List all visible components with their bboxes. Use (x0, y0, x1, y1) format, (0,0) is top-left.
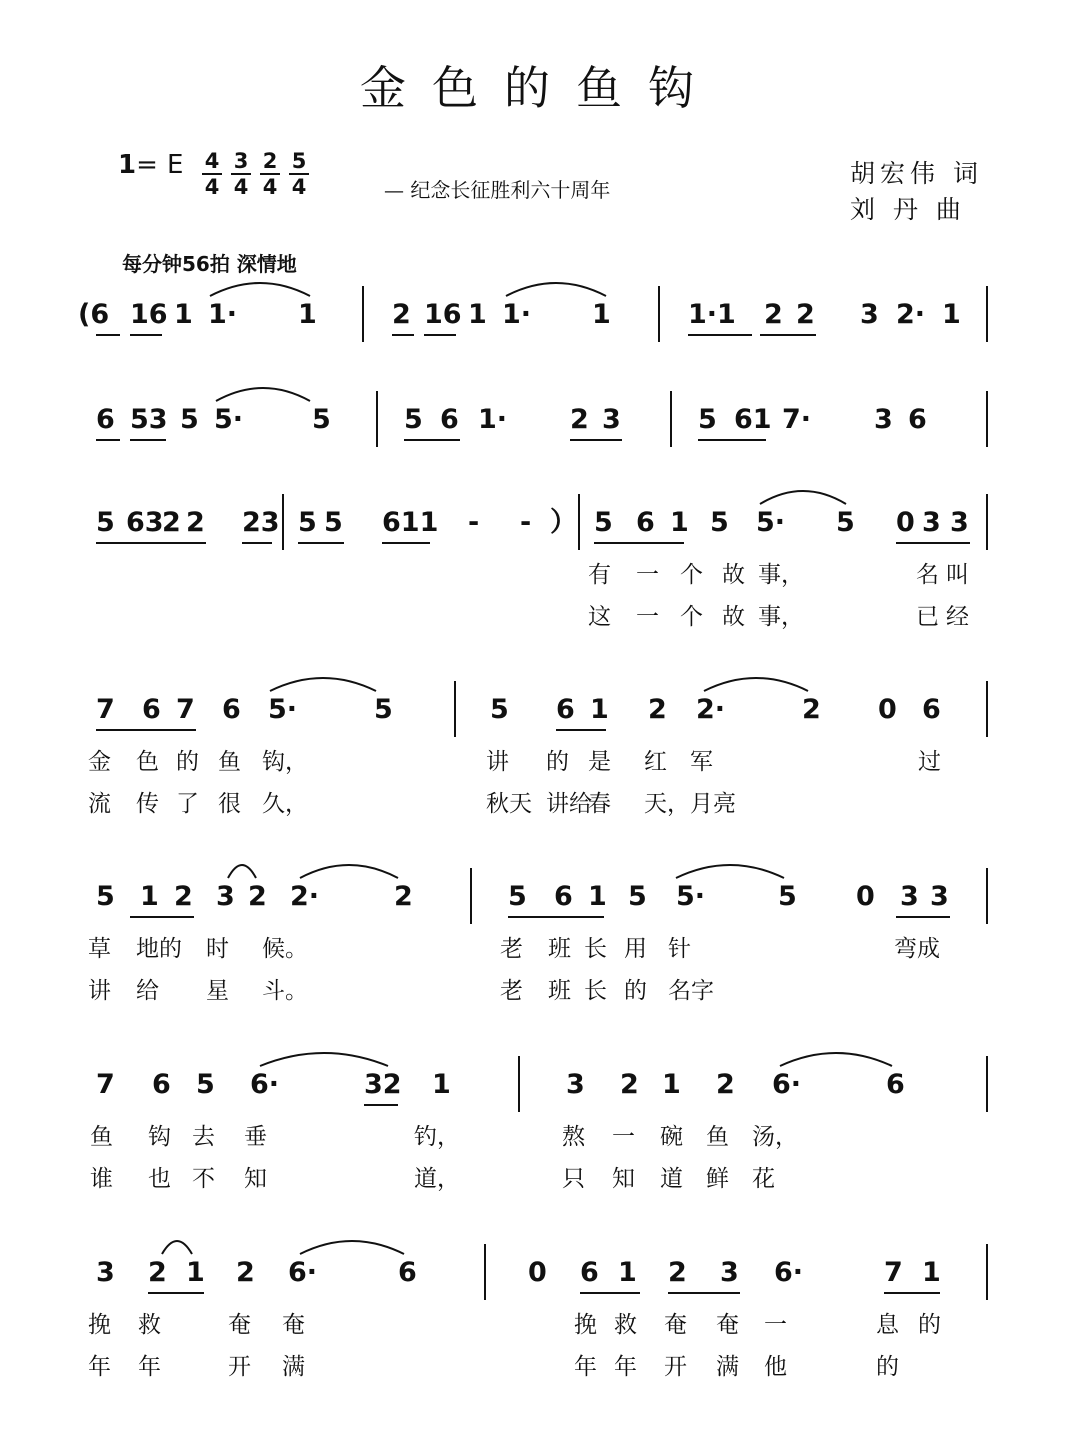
lyric-verse-2: 也 (148, 1166, 171, 1192)
lyric-verse-1: 汤， (752, 1124, 798, 1150)
note: 1 (670, 507, 689, 538)
lyric-verse-2: 个 (680, 604, 703, 630)
lyric-verse-1: 红 (644, 749, 667, 775)
note: 5 (404, 404, 423, 435)
note: 3 (874, 404, 893, 435)
lyric-verse-1: 奄 (282, 1312, 305, 1338)
lyric-verse-2: 花 (752, 1166, 775, 1192)
lyric-verse-2: 给 (136, 978, 159, 1004)
slur (162, 1241, 192, 1254)
lyric-verse-1: 熬 (562, 1124, 585, 1150)
note: 3 (216, 881, 235, 912)
lyric-verse-2: 知 (612, 1166, 635, 1192)
lyric-verse-1: 挽 (574, 1312, 597, 1338)
lyric-verse-1: 挽 (88, 1312, 111, 1338)
note: 2 (162, 507, 181, 538)
lyric-verse-1: 弯成 (894, 936, 940, 962)
note: 5 (508, 881, 527, 912)
slur (704, 678, 808, 691)
note: 2 (174, 881, 193, 912)
note: 5· (268, 694, 298, 725)
lyric-verse-2: 斗。 (262, 978, 308, 1004)
note: 6 (886, 1069, 905, 1100)
lyric-verse-2: 名字 (668, 978, 714, 1004)
lyric-verse-2: 不 (192, 1166, 215, 1192)
lyric-verse-2: 满 (282, 1354, 305, 1380)
lyric-verse-1: 草 (88, 936, 111, 962)
lyric-verse-1: 个 (680, 562, 703, 588)
slur (760, 491, 846, 504)
lyric-verse-2: 流 (88, 791, 111, 817)
note: 5 (324, 507, 343, 538)
note: 2 (716, 1069, 735, 1100)
lyric-verse-2: 事， (758, 604, 804, 630)
note: 5 (196, 1069, 215, 1100)
lyric-verse-1: 的 (546, 749, 569, 775)
lyric-verse-1: 一 (764, 1312, 787, 1338)
note: 2 (248, 881, 267, 912)
slur-layer (0, 1070, 1080, 1110)
lyric-verse-2: 的 (624, 978, 647, 1004)
note: 5· (756, 507, 786, 538)
lyric-verse-2: 鲜 (706, 1166, 729, 1192)
note: 5 (628, 881, 647, 912)
key-signature (118, 150, 183, 180)
lyric-verse-1: 候。 (262, 936, 308, 962)
note: 2 (796, 299, 815, 330)
note: 1 (618, 1257, 637, 1288)
note: 1·1 (688, 299, 736, 330)
lyric-verse-1: 长 (584, 936, 607, 962)
note: 5 (698, 404, 717, 435)
note: 1 (942, 299, 961, 330)
note: 6 (580, 1257, 599, 1288)
lyric-verse-1: 救 (138, 1312, 161, 1338)
note: 2 (764, 299, 783, 330)
lyric-verse-2: 班 (548, 978, 571, 1004)
key-equals: = (136, 150, 158, 180)
note: 1 (186, 1257, 205, 1288)
note: 5· (214, 404, 244, 435)
lyric-verse-2: 老 (500, 978, 523, 1004)
note: 3 (950, 507, 969, 538)
lyric-verse-1: 针 (668, 936, 691, 962)
lyric-verse-2: 久， (262, 791, 308, 817)
note: 2 (186, 507, 205, 538)
lyric-verse-1: 是 (588, 749, 611, 775)
slur (780, 1053, 892, 1066)
note: 7 (176, 694, 195, 725)
lyric-verse-1: 讲 (486, 749, 509, 775)
note: 5 (490, 694, 509, 725)
slur (270, 678, 376, 691)
meter-den: 4 (262, 175, 278, 199)
note: 1 (174, 299, 193, 330)
slur-layer (0, 1258, 1080, 1298)
note: 2· (290, 881, 320, 912)
lyric-verse-2: 了 (176, 791, 199, 817)
lyric-verse-1: 鱼 (706, 1124, 729, 1150)
lyric-verse-1: 时 (206, 936, 229, 962)
lyric-verse-1: 叫 (946, 562, 969, 588)
lyric-verse-1: 鱼 (218, 749, 241, 775)
note: 1 (922, 1257, 941, 1288)
lyric-verse-2: 开 (664, 1354, 687, 1380)
note: 5 (778, 881, 797, 912)
lyric-verse-2: 故 (722, 604, 745, 630)
lyric-verse-1: 奄 (716, 1312, 739, 1338)
lyric-verse-2: 道 (660, 1166, 683, 1192)
lyric-verse-2: 年 (614, 1354, 637, 1380)
note: 1 (592, 299, 611, 330)
lyric-verse-2: 月亮 (690, 791, 736, 817)
lyric-verse-2: 开 (228, 1354, 251, 1380)
note: 2 (394, 881, 413, 912)
note: 6 (96, 404, 115, 435)
lyric-verse-2: 秋天 (486, 791, 532, 817)
note: 6 (398, 1257, 417, 1288)
lyric-verse-1: 息 (876, 1312, 899, 1338)
lyric-verse-2: 很 (218, 791, 241, 817)
note: 1 (662, 1069, 681, 1100)
lyric-verse-1: 奄 (228, 1312, 251, 1338)
slur (300, 1241, 404, 1254)
slur (300, 865, 398, 878)
note: 6· (774, 1257, 804, 1288)
note: 3 (930, 881, 949, 912)
slur (228, 865, 256, 878)
lyric-verse-2: 传 (136, 791, 159, 817)
slur (260, 1053, 388, 1066)
key-number: 1 (118, 150, 137, 180)
note: 5 (312, 404, 331, 435)
note: 3 (566, 1069, 585, 1100)
lyric-verse-1: 有 (588, 562, 611, 588)
note: 63 (126, 507, 164, 538)
note: 5 (374, 694, 393, 725)
meter-num: 2 (262, 149, 278, 173)
lyric-verse-2: 知 (244, 1166, 267, 1192)
slur (506, 283, 606, 296)
note: 0 (856, 881, 875, 912)
note: 6· (250, 1069, 280, 1100)
slur-layer (0, 405, 1080, 445)
lyric-verse-2: 一 (636, 604, 659, 630)
lyric-verse-1: 用 (624, 936, 647, 962)
note: 1 (468, 299, 487, 330)
note: 5 (298, 507, 317, 538)
note: 7 (96, 1069, 115, 1100)
note: 16 (130, 299, 168, 330)
meter-num: 4 (204, 149, 220, 173)
meter-den: 4 (233, 175, 249, 199)
note: 7 (96, 694, 115, 725)
lyric-verse-1: 去 (192, 1124, 215, 1150)
note: 7· (782, 404, 812, 435)
note: 1· (478, 404, 508, 435)
note: 6 (556, 694, 575, 725)
note: - (520, 507, 532, 538)
lyric-verse-2: 讲给 (546, 791, 592, 817)
lyric-verse-2: 长 (584, 978, 607, 1004)
lyric-verse-2: 已 (916, 604, 939, 630)
lyric-verse-2: 的 (876, 1354, 899, 1380)
note: 32 (364, 1069, 402, 1100)
meter-1 (202, 150, 222, 198)
note: 6 (142, 694, 161, 725)
lyric-verse-2: 这 (588, 604, 611, 630)
lyric-verse-2: 年 (138, 1354, 161, 1380)
meter-4 (289, 150, 309, 198)
lyric-verse-1: 钩 (148, 1124, 171, 1150)
lyric-verse-1: 班 (548, 936, 571, 962)
note: 2 (802, 694, 821, 725)
time-signatures (202, 150, 309, 198)
note: 2 (148, 1257, 167, 1288)
lyric-verse-1: 色 (136, 749, 159, 775)
lyric-verse-1: 金 (88, 749, 111, 775)
meter-num: 5 (291, 149, 307, 173)
lyric-verse-2: 满 (716, 1354, 739, 1380)
lyric-verse-1: 鱼 (90, 1124, 113, 1150)
note: 5 (594, 507, 613, 538)
lyric-verse-2: 道， (414, 1166, 460, 1192)
note: 6 (440, 404, 459, 435)
lyricist-credit: 胡宏伟 词 (850, 159, 983, 188)
lyric-verse-1: 救 (614, 1312, 637, 1338)
note: 5· (676, 881, 706, 912)
note: 5 (836, 507, 855, 538)
note: 2 (620, 1069, 639, 1100)
slur-layer (0, 300, 1080, 340)
lyric-verse-2: 他 (764, 1354, 787, 1380)
slur (676, 865, 784, 878)
note: 7 (884, 1257, 903, 1288)
note: 3 (860, 299, 879, 330)
meter-2 (231, 150, 251, 198)
note: 1· (208, 299, 238, 330)
lyric-verse-1: 军 (690, 749, 713, 775)
note: 6 (636, 507, 655, 538)
song-title: 金色的鱼钩 (360, 61, 720, 115)
lyric-verse-1: 奄 (664, 1312, 687, 1338)
note: 5 (180, 404, 199, 435)
meter-3 (260, 150, 280, 198)
tempo-marking: 每分钟56拍 深情地 (122, 252, 297, 276)
lyric-verse-2: 谁 (90, 1166, 113, 1192)
lyric-verse-2: 星 (206, 978, 229, 1004)
meter-num: 3 (233, 149, 249, 173)
note: 6· (288, 1257, 318, 1288)
note: 6 (922, 694, 941, 725)
note: 6 (152, 1069, 171, 1100)
key-tone: E (166, 150, 184, 180)
note: 3 (720, 1257, 739, 1288)
lyric-verse-1: 老 (500, 936, 523, 962)
note: 1 (432, 1069, 451, 1100)
subtitle: — 纪念长征胜利六十周年 (384, 178, 611, 202)
note: 5 (710, 507, 729, 538)
lyric-verse-2: 讲 (88, 978, 111, 1004)
note: 1 (298, 299, 317, 330)
note: 2· (896, 299, 926, 330)
lyric-verse-1: 垂 (244, 1124, 267, 1150)
note: ） (550, 507, 577, 538)
note: 0 (896, 507, 915, 538)
meter-den: 4 (291, 175, 307, 199)
lyric-verse-1: 一 (612, 1124, 635, 1150)
lyric-verse-1: 事， (758, 562, 804, 588)
lyric-verse-1: 过 (918, 749, 941, 775)
lyric-verse-2: 年 (574, 1354, 597, 1380)
note: 0 (878, 694, 897, 725)
note: 6 (222, 694, 241, 725)
note: 6 (554, 881, 573, 912)
note: 53 (130, 404, 168, 435)
lyric-verse-1: 故 (722, 562, 745, 588)
note: 1 (590, 694, 609, 725)
note: 611 (382, 507, 439, 538)
note: 2 (648, 694, 667, 725)
note: 6· (772, 1069, 802, 1100)
lyric-verse-1: 钩， (262, 749, 308, 775)
lyric-verse-2: 年 (88, 1354, 111, 1380)
note: 1 (140, 881, 159, 912)
note: 2 (668, 1257, 687, 1288)
note: 3 (602, 404, 621, 435)
meter-den: 4 (204, 175, 220, 199)
lyric-verse-2: 天， (644, 791, 690, 817)
note: 6 (908, 404, 927, 435)
note: 2 (236, 1257, 255, 1288)
note: 16 (424, 299, 462, 330)
note: (6 (78, 299, 110, 330)
slur-layer (0, 882, 1080, 922)
note: - (468, 507, 480, 538)
lyric-verse-1: 地的 (136, 936, 182, 962)
note: 2· (696, 694, 726, 725)
composer-credit: 刘 丹 曲 (850, 195, 966, 224)
note: 2 (570, 404, 589, 435)
slur (210, 283, 310, 296)
note: 1· (502, 299, 532, 330)
note: 23 (242, 507, 280, 538)
lyric-verse-2: 春 (588, 791, 611, 817)
note: 3 (922, 507, 941, 538)
note: 1 (588, 881, 607, 912)
slur (216, 388, 310, 401)
note: 2 (392, 299, 411, 330)
lyric-verse-1: 的 (176, 749, 199, 775)
slur-layer (0, 695, 1080, 735)
lyric-verse-1: 名 (916, 562, 939, 588)
lyric-verse-1: 的 (918, 1312, 941, 1338)
lyric-verse-2: 只 (562, 1166, 585, 1192)
note: 61 (734, 404, 772, 435)
note: 0 (528, 1257, 547, 1288)
note: 5 (96, 881, 115, 912)
lyric-verse-2: 经 (946, 604, 969, 630)
lyric-verse-1: 碗 (660, 1124, 683, 1150)
lyric-verse-1: 钓， (414, 1124, 460, 1150)
lyric-verse-1: 一 (636, 562, 659, 588)
note: 3 (900, 881, 919, 912)
note: 3 (96, 1257, 115, 1288)
note: 5 (96, 507, 115, 538)
slur-layer (0, 508, 1080, 548)
